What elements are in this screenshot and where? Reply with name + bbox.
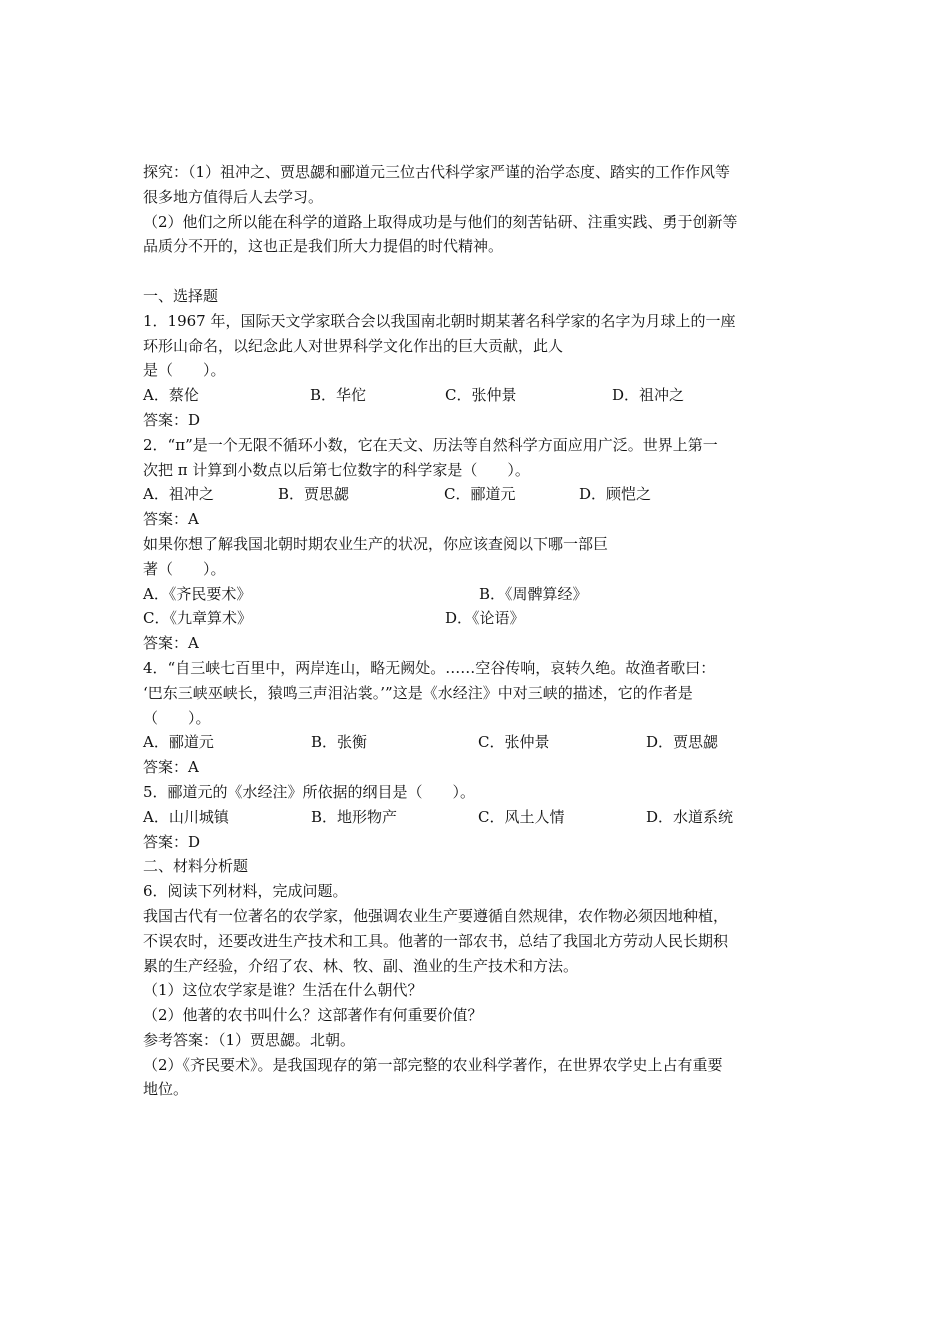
material-text: 累的生产经验，介绍了农、林、牧、副、渔业的生产技术和方法。 bbox=[143, 956, 579, 975]
question-1-answer: 答案：D bbox=[143, 410, 201, 429]
sub-question: （2）他著的农书叫什么？这部著作有何重要价值？ bbox=[143, 1006, 483, 1025]
question-1-text: 1．1967 年，国际天文学家联合会以我国南北朝时期某著名科学家的名字为月球上的一座 bbox=[143, 311, 736, 330]
question-4-text: （ ）。 bbox=[143, 708, 211, 727]
option-b: B．《周髀算经》 bbox=[479, 584, 588, 603]
option-b: B．华佗 bbox=[310, 386, 367, 405]
question-1-options bbox=[143, 383, 813, 408]
question-3-text: 如果你想了解我国北朝时期农业生产的状况，你应该查阅以下哪一部巨 bbox=[143, 534, 609, 553]
option-c: C．张仲景 bbox=[445, 386, 517, 405]
option-b: B．地形物产 bbox=[311, 807, 398, 826]
question-6-text: 6．阅读下列材料，完成问题。 bbox=[143, 882, 348, 901]
option-b: B．张衡 bbox=[311, 733, 368, 752]
option-d: D．《论语》 bbox=[445, 609, 525, 628]
question-2-options bbox=[143, 482, 813, 507]
option-a: A．祖冲之 bbox=[143, 485, 214, 504]
question-4-options bbox=[143, 730, 813, 755]
option-d: D．贾思勰 bbox=[646, 733, 719, 752]
question-2-text: 2．“π”是一个无限不循环小数，它在天文、历法等自然科学方面应用广泛。世界上第一 bbox=[143, 435, 718, 454]
option-d: D．水道系统 bbox=[646, 807, 734, 826]
question-2-answer: 答案：A bbox=[143, 510, 199, 529]
question-5-options bbox=[143, 805, 813, 830]
inquiry-line: 品质分不开的，这也正是我们所大力提倡的时代精神。 bbox=[143, 237, 504, 256]
inquiry-line: （2）他们之所以能在科学的道路上取得成功是与他们的刻苦钻研、注重实践、勇于创新等 bbox=[143, 212, 738, 231]
option-a: A．山川城镇 bbox=[143, 807, 229, 826]
reference-answer: （2）《齐民要术》。是我国现存的第一部完整的农业科学著作，在世界农学史上占有重要 bbox=[143, 1055, 723, 1074]
material-text: 我国古代有一位著名的农学家，他强调农业生产要遵循自然规律，农作物必须因地种植， bbox=[143, 906, 729, 925]
question-3-text: 著（ ）。 bbox=[143, 559, 226, 578]
section-title: 一、选择题 bbox=[143, 286, 219, 305]
inquiry-line: 探究：（1）祖冲之、贾思勰和郦道元三位古代科学家严谨的治学态度、踏实的工作作风等 bbox=[143, 163, 731, 181]
document-body bbox=[143, 160, 813, 1102]
option-c: C．风土人情 bbox=[478, 807, 565, 826]
question-4-answer: 答案：A bbox=[143, 758, 199, 777]
question-4-text: 4．“自三峡七百里中，两岸连山，略无阙处。……空谷传响，哀转久绝。故渔者歌曰： bbox=[143, 658, 716, 677]
question-3-answer: 答案：A bbox=[143, 634, 199, 653]
option-d: D．祖冲之 bbox=[612, 386, 685, 405]
reference-answer: 地位。 bbox=[143, 1080, 189, 1099]
reference-answer: 参考答案：（1）贾思勰。北朝。 bbox=[143, 1030, 356, 1049]
section-title: 二、材料分析题 bbox=[143, 857, 249, 876]
question-3-options bbox=[143, 606, 813, 631]
inquiry-line: 很多地方值得后人去学习。 bbox=[143, 187, 324, 206]
question-5-text: 5．郦道元的《水经注》所依据的纲目是（ ）。 bbox=[143, 782, 476, 801]
option-c: C．张仲景 bbox=[478, 733, 550, 752]
option-a: A．《齐民要术》 bbox=[143, 584, 252, 603]
question-1-text: 是（ ）。 bbox=[143, 361, 226, 380]
material-text: 不误农时，还要改进生产技术和工具。他著的一部农书，总结了我国北方劳动人民长期积 bbox=[143, 931, 729, 950]
option-d: D．顾恺之 bbox=[579, 485, 652, 504]
option-c: C．《九章算术》 bbox=[143, 609, 252, 628]
spacer bbox=[143, 259, 813, 284]
option-a: A．蔡伦 bbox=[143, 386, 199, 405]
question-4-text: ‘巴东三峡巫峡长，猿鸣三声泪沾裳。’”这是《水经注》中对三峡的描述，它的作者是 bbox=[143, 683, 693, 702]
question-2-text: 次把 π 计算到小数点以后第七位数字的科学家是（ ）。 bbox=[143, 460, 530, 479]
question-5-answer: 答案：D bbox=[143, 832, 201, 851]
question-1-text: 环形山命名，以纪念此人对世界科学文化作出的巨大贡献，此人 bbox=[143, 336, 564, 355]
option-b: B．贾思勰 bbox=[278, 485, 350, 504]
question-3-options bbox=[143, 582, 813, 607]
sub-question: （1）这位农学家是谁？生活在什么朝代？ bbox=[143, 981, 423, 1000]
option-c: C．郦道元 bbox=[444, 485, 516, 504]
option-a: A．郦道元 bbox=[143, 733, 214, 752]
